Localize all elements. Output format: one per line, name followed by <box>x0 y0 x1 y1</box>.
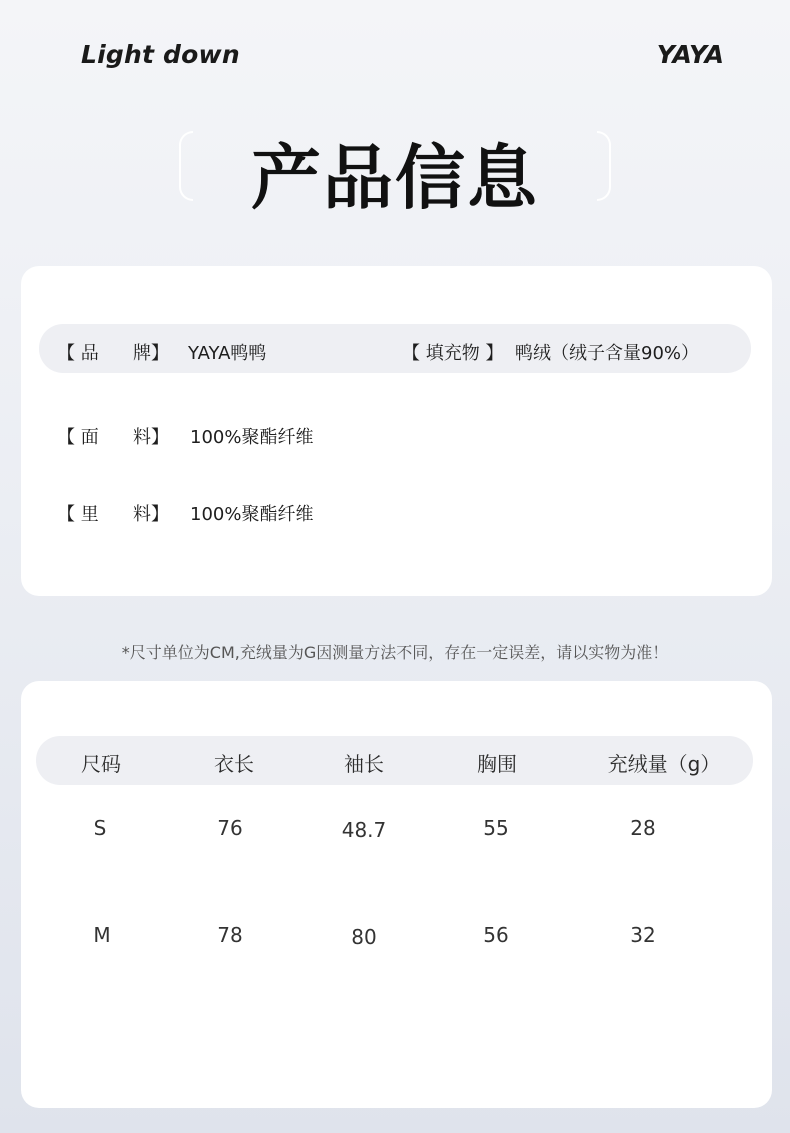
measurement-note: *尺寸单位为CM,充绒量为G因测量方法不同，存在一定误差，请以实物为准！ <box>121 643 669 662</box>
info-value-lining: 100%聚酯纤维 <box>190 504 314 525</box>
table-cell-s-down-weight: 28 <box>630 816 656 840</box>
table-cell-s-chest: 55 <box>483 816 509 840</box>
table-cell-m-chest: 56 <box>483 923 509 947</box>
size-header-size: 尺码 <box>81 752 121 776</box>
info-label-brand-open: 【 品 <box>57 343 99 364</box>
info-label-lining-open: 【 里 <box>57 504 99 525</box>
page-title: 产品信息 <box>251 137 539 219</box>
size-header-chest: 胸围 <box>477 752 517 776</box>
info-value-filling: 鸭绒（绒子含量90%） <box>515 343 700 364</box>
size-header-sleeve: 袖长 <box>344 752 384 776</box>
size-table-card <box>21 681 772 1108</box>
info-label-fabric-open: 【 面 <box>57 427 99 448</box>
info-label-filling: 【 填充物 】 <box>402 343 504 364</box>
info-value-brand: YAYA鸭鸭 <box>188 343 267 364</box>
brand-name: YAYA <box>656 40 724 69</box>
product-info-card <box>21 266 772 596</box>
info-label-lining-close: 料】 <box>133 504 169 525</box>
table-cell-m-down-weight: 32 <box>630 923 656 947</box>
info-label-fabric-close: 料】 <box>133 427 169 448</box>
size-header-length: 衣长 <box>214 752 254 776</box>
table-cell-s-size: S <box>93 816 107 840</box>
table-cell-m-size: M <box>93 923 111 947</box>
info-label-brand-close: 牌】 <box>133 343 169 364</box>
table-cell-m-sleeve: 80 <box>351 925 377 949</box>
info-value-fabric: 100%聚酯纤维 <box>190 427 314 448</box>
table-cell-s-sleeve: 48.7 <box>341 818 387 842</box>
table-cell-m-length: 78 <box>217 923 243 947</box>
brand-tagline: Light down <box>81 40 240 69</box>
table-cell-s-length: 76 <box>217 816 243 840</box>
size-header-down-weight: 充绒量（g） <box>607 752 721 776</box>
